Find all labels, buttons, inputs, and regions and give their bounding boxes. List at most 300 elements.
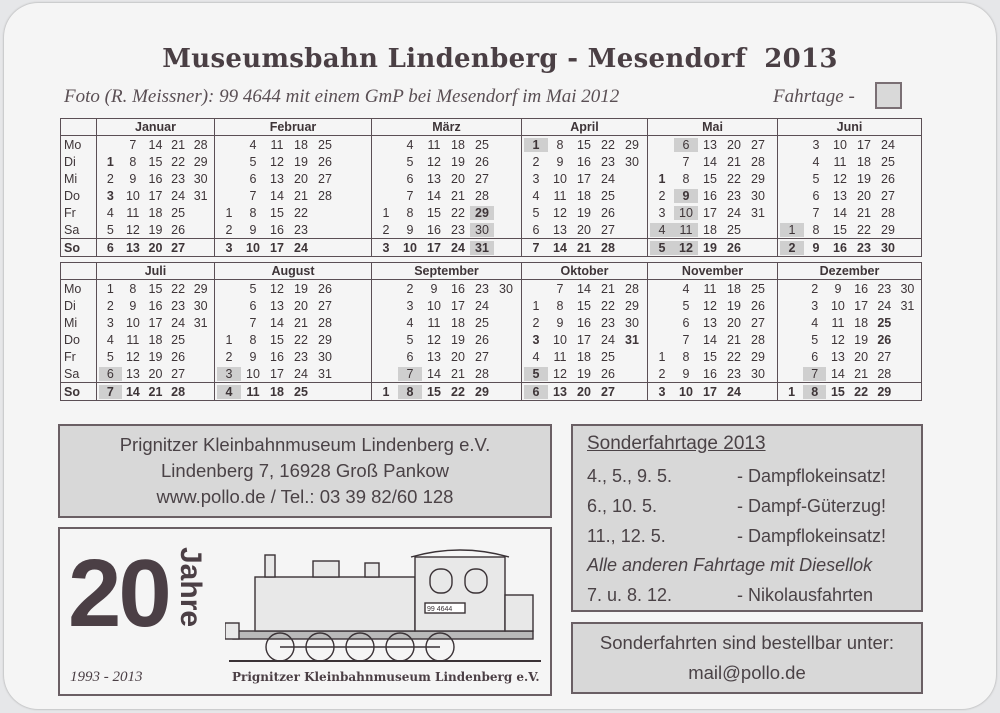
calendar-day: 3	[382, 240, 390, 255]
calendar-day: 10	[674, 206, 698, 220]
calendar-day: 23	[601, 154, 615, 169]
calendar-day: 25	[751, 281, 765, 296]
calendar-day	[189, 385, 212, 399]
calendar-day: 22	[854, 384, 869, 399]
calendar-day: 8	[129, 281, 137, 296]
calendar-day: 11	[703, 281, 717, 296]
calendar-day: 18	[451, 315, 465, 330]
calendar-day: 1	[658, 171, 666, 186]
calendar-day: 4	[650, 223, 674, 237]
calendar-day: 6	[524, 385, 548, 399]
calendar-day: 25	[881, 154, 895, 169]
month-name: August	[215, 263, 372, 280]
calendar-day: 29	[470, 206, 494, 220]
anniversary-years: 1993 - 2013	[70, 669, 143, 685]
calendar-day: 11	[246, 384, 260, 399]
calendar-day: 26	[171, 349, 186, 364]
calendar-day: 27	[318, 298, 332, 313]
calendar-day	[189, 333, 212, 347]
calendar-day	[217, 299, 241, 313]
calendar-day: 26	[318, 281, 332, 296]
calendar-day: 8	[556, 298, 564, 313]
calendar-day: 15	[833, 222, 847, 237]
calendar-day: 20	[148, 240, 163, 255]
special-trip-text: - Dampf-Güterzug!	[737, 496, 887, 516]
weekday-label: Sa	[61, 365, 97, 383]
calendar-day: 7	[249, 315, 257, 330]
month-name: März	[372, 119, 522, 136]
calendar-day: 20	[857, 188, 871, 203]
calendar-day: 2	[658, 188, 666, 203]
calendar-day: 25	[171, 205, 186, 220]
weekday-label: Di	[61, 153, 97, 170]
calendar-day: 7	[532, 240, 540, 255]
special-trip-text: - Nikolausfahrten	[737, 585, 874, 605]
calendar-day: 10	[403, 240, 417, 255]
calendar-day: 27	[475, 349, 489, 364]
calendar-day	[896, 316, 919, 330]
museum-contact: www.pollo.de / Tel.: 03 39 82/60 128	[156, 486, 454, 507]
calendar-day: 12	[125, 222, 140, 237]
calendar-day: 27	[601, 384, 615, 399]
calendar-day: 22	[727, 349, 741, 364]
calendar-day: 20	[148, 366, 163, 381]
calendar-day	[650, 138, 674, 152]
calendar-day: 29	[625, 137, 639, 152]
calendar-day	[494, 333, 518, 347]
calendar-day: 29	[751, 171, 765, 186]
month-name: Mai	[648, 119, 778, 136]
calendar-day: 30	[318, 349, 332, 364]
calendar-day: 30	[625, 154, 639, 169]
calendar-day: 11	[427, 315, 441, 330]
calendar-day: 28	[881, 205, 895, 220]
locomotive-number: 99 4644	[427, 606, 453, 613]
special-trip-date: 6., 10. 5.	[587, 496, 658, 516]
calendar-day: 12	[703, 298, 717, 313]
calendar-day: 16	[270, 349, 284, 364]
calendar-day: 11	[831, 315, 845, 330]
calendar-day: 5	[249, 281, 257, 296]
calendar-day: 5	[406, 154, 414, 169]
calendar-day: 17	[451, 298, 465, 313]
calendar-day: 16	[577, 315, 591, 330]
calendar-day: 14	[148, 137, 163, 152]
weekday-label: Fr	[61, 348, 97, 365]
calendar-day: 2	[532, 315, 540, 330]
calendar-day: 15	[703, 171, 717, 186]
calendar-day	[99, 138, 122, 152]
calendar-day: 24	[727, 205, 741, 220]
calendar-day: 19	[451, 332, 465, 347]
calendar-day: 10	[125, 188, 140, 203]
calendar-day: 3	[811, 298, 819, 313]
calendar-day: 16	[854, 281, 869, 296]
special-trips-box	[571, 424, 923, 612]
calendar-day: 13	[703, 315, 717, 330]
calendar-day: 9	[129, 171, 137, 186]
calendar-day: 21	[854, 366, 869, 381]
calendar-day	[494, 385, 518, 399]
calendar-day: 12	[830, 332, 845, 347]
calendar-day: 2	[780, 241, 804, 255]
calendar-day: 20	[854, 349, 869, 364]
calendar-day: 26	[881, 171, 895, 186]
calendar-day: 8	[556, 137, 564, 152]
calendar-day	[896, 350, 919, 364]
weekday-label: Mi	[61, 314, 97, 331]
calendar-day: 17	[703, 384, 717, 399]
calendar-day: 25	[294, 384, 308, 399]
calendar-day	[374, 172, 398, 186]
calendar-day: 2	[406, 281, 414, 296]
calendar-day: 15	[830, 384, 845, 399]
calendar-day: 1	[382, 205, 390, 220]
calendar-day: 27	[881, 188, 895, 203]
calendar-day: 18	[148, 205, 163, 220]
calendar-day: 30	[881, 240, 895, 255]
calendar-day: 8	[682, 349, 690, 364]
calendar-day: 29	[475, 384, 489, 399]
calendar-day: 1	[225, 205, 233, 220]
calendar-day: 11	[674, 223, 698, 237]
calendar-day: 25	[601, 188, 615, 203]
calendar-day: 19	[577, 366, 591, 381]
calendar-day: 7	[556, 281, 564, 296]
calendar-day: 20	[294, 171, 308, 186]
calendar-day	[780, 138, 804, 152]
calendar-day	[374, 333, 398, 347]
calendar-day	[313, 223, 337, 237]
calendar-day: 21	[294, 188, 308, 203]
calendar-day: 25	[318, 137, 332, 152]
calendar-day: 28	[318, 188, 332, 203]
calendar-day: 23	[601, 315, 615, 330]
calendar-day: 6	[406, 349, 414, 364]
calendar-day: 30	[625, 315, 639, 330]
calendar-day: 18	[294, 137, 308, 152]
month-name: April	[522, 119, 648, 136]
calendar-day: 13	[270, 171, 284, 186]
calendar-day: 22	[171, 154, 186, 169]
calendar-day: 19	[294, 281, 308, 296]
calendar-day: 11	[553, 349, 567, 364]
calendar-day	[780, 316, 803, 330]
calendar-day: 31	[193, 315, 208, 330]
calendar-day: 24	[294, 240, 308, 255]
calendar-day: 22	[601, 137, 615, 152]
calendar-day: 23	[171, 171, 186, 186]
calendar-day: 4	[532, 349, 540, 364]
calendar-day: 11	[427, 137, 441, 152]
calendar-day: 20	[451, 171, 465, 186]
weekday-label: Sa	[61, 221, 97, 239]
calendar-day: 27	[171, 366, 186, 381]
calendar-day: 10	[833, 137, 847, 152]
calendar-day: 15	[577, 298, 591, 313]
calendar-day	[896, 333, 919, 347]
calendar-day: 12	[674, 241, 698, 255]
calendar-day	[217, 189, 241, 203]
calendar-day: 17	[577, 332, 591, 347]
weekday-header	[61, 263, 97, 280]
calendar-day: 21	[601, 281, 615, 296]
calendar-day: 11	[126, 332, 140, 347]
calendar-day: 25	[475, 315, 489, 330]
calendar-day: 28	[318, 315, 332, 330]
calendar-day: 17	[148, 188, 163, 203]
locomotive-illustration	[225, 537, 545, 671]
calendar-day: 24	[727, 384, 741, 399]
calendar-day: 31	[193, 188, 208, 203]
calendar-day: 8	[398, 385, 422, 399]
calendar-day: 17	[148, 315, 163, 330]
calendar-day: 1	[788, 384, 796, 399]
calendar-day: 27	[318, 171, 332, 186]
month-name: Juli	[97, 263, 215, 280]
calendar-day: 2	[225, 222, 233, 237]
calendar-day: 14	[833, 205, 847, 220]
calendar-day	[374, 367, 398, 381]
calendar-day: 9	[674, 189, 698, 203]
calendar-day: 24	[601, 171, 615, 186]
calendar-day: 24	[171, 188, 186, 203]
calendar-day	[780, 189, 804, 203]
calendar-day: 1	[225, 332, 233, 347]
weekday-label: Do	[61, 187, 97, 204]
calendar-day	[746, 385, 770, 399]
calendar-day: 26	[601, 205, 615, 220]
booking-email[interactable]: mail@pollo.de	[688, 662, 806, 683]
calendar-day: 3	[812, 137, 820, 152]
calendar-day: 29	[318, 332, 332, 347]
calendar-day: 18	[577, 188, 591, 203]
calendar-day: 16	[833, 240, 847, 255]
calendar-day: 1	[532, 298, 540, 313]
calendar-day: 9	[249, 349, 257, 364]
calendar-day	[780, 333, 803, 347]
calendar-day	[217, 172, 241, 186]
calendar-day: 4	[682, 281, 690, 296]
calendar-day	[620, 206, 644, 220]
calendar-day: 6	[532, 222, 540, 237]
calendar-day	[374, 155, 398, 169]
calendar-day: 9	[249, 222, 257, 237]
calendar-day	[217, 316, 241, 330]
calendar-day: 23	[451, 222, 465, 237]
calendar-day: 7	[682, 332, 690, 347]
calendar-day: 23	[294, 349, 308, 364]
special-trip-date: 7. u. 8. 12.	[587, 585, 673, 605]
calendar-day	[189, 206, 212, 220]
weekday-label: Mi	[61, 170, 97, 187]
calendar-day: 13	[270, 298, 284, 313]
calendar-day: 5	[524, 367, 548, 381]
special-trip-text: - Dampflokeinsatz!	[737, 526, 887, 546]
special-trip-date: 11., 12. 5.	[587, 526, 666, 546]
calendar-day: 23	[857, 240, 871, 255]
calendar-day: 10	[246, 240, 260, 255]
month-name: November	[648, 263, 778, 280]
calendar-day: 12	[833, 171, 847, 186]
calendar-day: 9	[556, 154, 564, 169]
calendar-day: 27	[171, 240, 186, 255]
legend-swatch	[875, 82, 902, 109]
calendar-day: 24	[475, 298, 489, 313]
calendar-day	[896, 385, 919, 399]
calendar-day: 2	[658, 366, 666, 381]
calendar-day: 3	[106, 188, 114, 203]
calendar-day: 16	[703, 188, 717, 203]
calendar-day: 30	[751, 188, 765, 203]
calendar-day	[217, 155, 241, 169]
calendar-day: 8	[812, 222, 820, 237]
calendar-day: 8	[249, 205, 257, 220]
calendar-day: 14	[270, 315, 284, 330]
calendar-day: 21	[857, 205, 871, 220]
calendar-day	[620, 385, 644, 399]
calendar-day: 6	[674, 138, 698, 152]
calendar-day: 2	[382, 222, 390, 237]
calendar-day: 13	[427, 171, 441, 186]
calendar-day: 5	[106, 222, 114, 237]
calendar-day: 15	[427, 384, 441, 399]
calendar-day: 22	[294, 205, 308, 220]
calendar-day: 7	[812, 205, 820, 220]
diesel-note: Alle anderen Fahrtage mit Diesellok	[587, 555, 873, 575]
calendar-day: 16	[148, 298, 163, 313]
calendar-day	[780, 206, 804, 220]
calendar-day: 15	[148, 281, 163, 296]
calendar-day: 6	[811, 349, 819, 364]
calendar-day: 16	[427, 222, 441, 237]
calendar-day: 5	[532, 205, 540, 220]
calendar-day: 6	[99, 367, 122, 381]
calendar-day: 18	[577, 349, 591, 364]
calendar-day: 9	[430, 281, 438, 296]
calendar-day	[620, 241, 644, 255]
calendar-day: 12	[427, 332, 441, 347]
calendar-day: 10	[830, 298, 845, 313]
calendar-day: 15	[270, 332, 284, 347]
calendar-day: 1	[382, 384, 390, 399]
calendar-day	[746, 241, 770, 255]
calendar-day: 26	[318, 154, 332, 169]
calendar-day: 4	[249, 137, 257, 152]
calendar-day: 24	[881, 137, 895, 152]
calendar-day: 19	[294, 154, 308, 169]
calendar-day: 26	[475, 332, 489, 347]
calendar-day: 29	[877, 384, 892, 399]
calendar-day: 25	[727, 222, 741, 237]
calendar-day: 13	[833, 188, 847, 203]
calendar-day: 17	[703, 205, 717, 220]
calendar-day: 2	[811, 281, 819, 296]
calendar-day: 16	[148, 171, 163, 186]
calendar-day: 19	[727, 298, 741, 313]
calendar-day: 19	[148, 222, 163, 237]
calendar-day: 8	[406, 205, 414, 220]
calendar-day: 26	[877, 332, 892, 347]
calendar-day: 29	[881, 222, 895, 237]
page-title	[0, 44, 1000, 74]
calendar-day: 24	[171, 315, 186, 330]
calendar-day: 12	[553, 366, 567, 381]
calendar-day: 22	[727, 171, 741, 186]
calendar-day: 5	[650, 241, 674, 255]
calendar-day: 18	[857, 154, 871, 169]
calendar-day: 14	[427, 188, 441, 203]
anniversary-number: 20	[68, 540, 169, 647]
calendar-day: 27	[751, 137, 765, 152]
calendar-day: 30	[193, 171, 208, 186]
calendar-day: 22	[171, 281, 186, 296]
museum-signature: Prignitzer Kleinbahnmuseum Lindenberg e.V.	[232, 670, 540, 684]
calendar-day: 20	[577, 384, 591, 399]
calendar-day: 25	[601, 349, 615, 364]
calendar-day	[650, 299, 674, 313]
calendar-day	[650, 316, 674, 330]
anniversary-box	[58, 527, 552, 696]
calendar-day: 31	[751, 205, 765, 220]
calendar-day: 26	[727, 240, 741, 255]
calendar-day: 31	[470, 241, 494, 255]
calendar-day: 27	[877, 349, 892, 364]
calendar-day: 17	[270, 240, 284, 255]
calendar-day: 12	[427, 154, 441, 169]
calendar-day	[494, 299, 518, 313]
calendar-day: 27	[601, 222, 615, 237]
calendar-day: 2	[106, 171, 114, 186]
calendar-day: 5	[249, 154, 257, 169]
calendar-day	[313, 241, 337, 255]
calendar-day: 27	[751, 315, 765, 330]
calendar-day: 10	[246, 366, 260, 381]
calendar-day: 9	[682, 366, 690, 381]
calendar-day	[524, 282, 548, 296]
calendar-day: 4	[106, 332, 114, 347]
booking-box	[571, 622, 923, 694]
calendar-day	[313, 385, 337, 399]
calendar-day	[374, 350, 398, 364]
calendar-day: 6	[406, 171, 414, 186]
calendar-day: 13	[553, 384, 567, 399]
calendar-day	[650, 282, 674, 296]
calendar-day: 1	[106, 281, 114, 296]
calendar-day: 1	[658, 349, 666, 364]
calendar-day: 20	[577, 222, 591, 237]
calendar-day	[217, 138, 241, 152]
calendar-day: 24	[294, 366, 308, 381]
calendar-day: 6	[249, 298, 257, 313]
calendar-day: 7	[99, 385, 122, 399]
calendar-day: 30	[751, 366, 765, 381]
calendar-day	[620, 350, 644, 364]
calendar-day: 26	[601, 366, 615, 381]
calendar-day: 24	[451, 240, 465, 255]
legend-label: Fahrtage -	[773, 86, 855, 107]
special-trip-text: - Dampflokeinsatz!	[737, 466, 887, 486]
calendar-day: 28	[171, 384, 186, 399]
calendar-day	[374, 299, 398, 313]
weekday-label: So	[61, 239, 97, 257]
calendar-day	[189, 241, 212, 255]
calendar-day: 10	[553, 332, 567, 347]
weekday-label: Fr	[61, 204, 97, 221]
calendar-day	[313, 206, 337, 220]
calendar-day: 16	[451, 281, 465, 296]
calendar-day: 19	[577, 205, 591, 220]
